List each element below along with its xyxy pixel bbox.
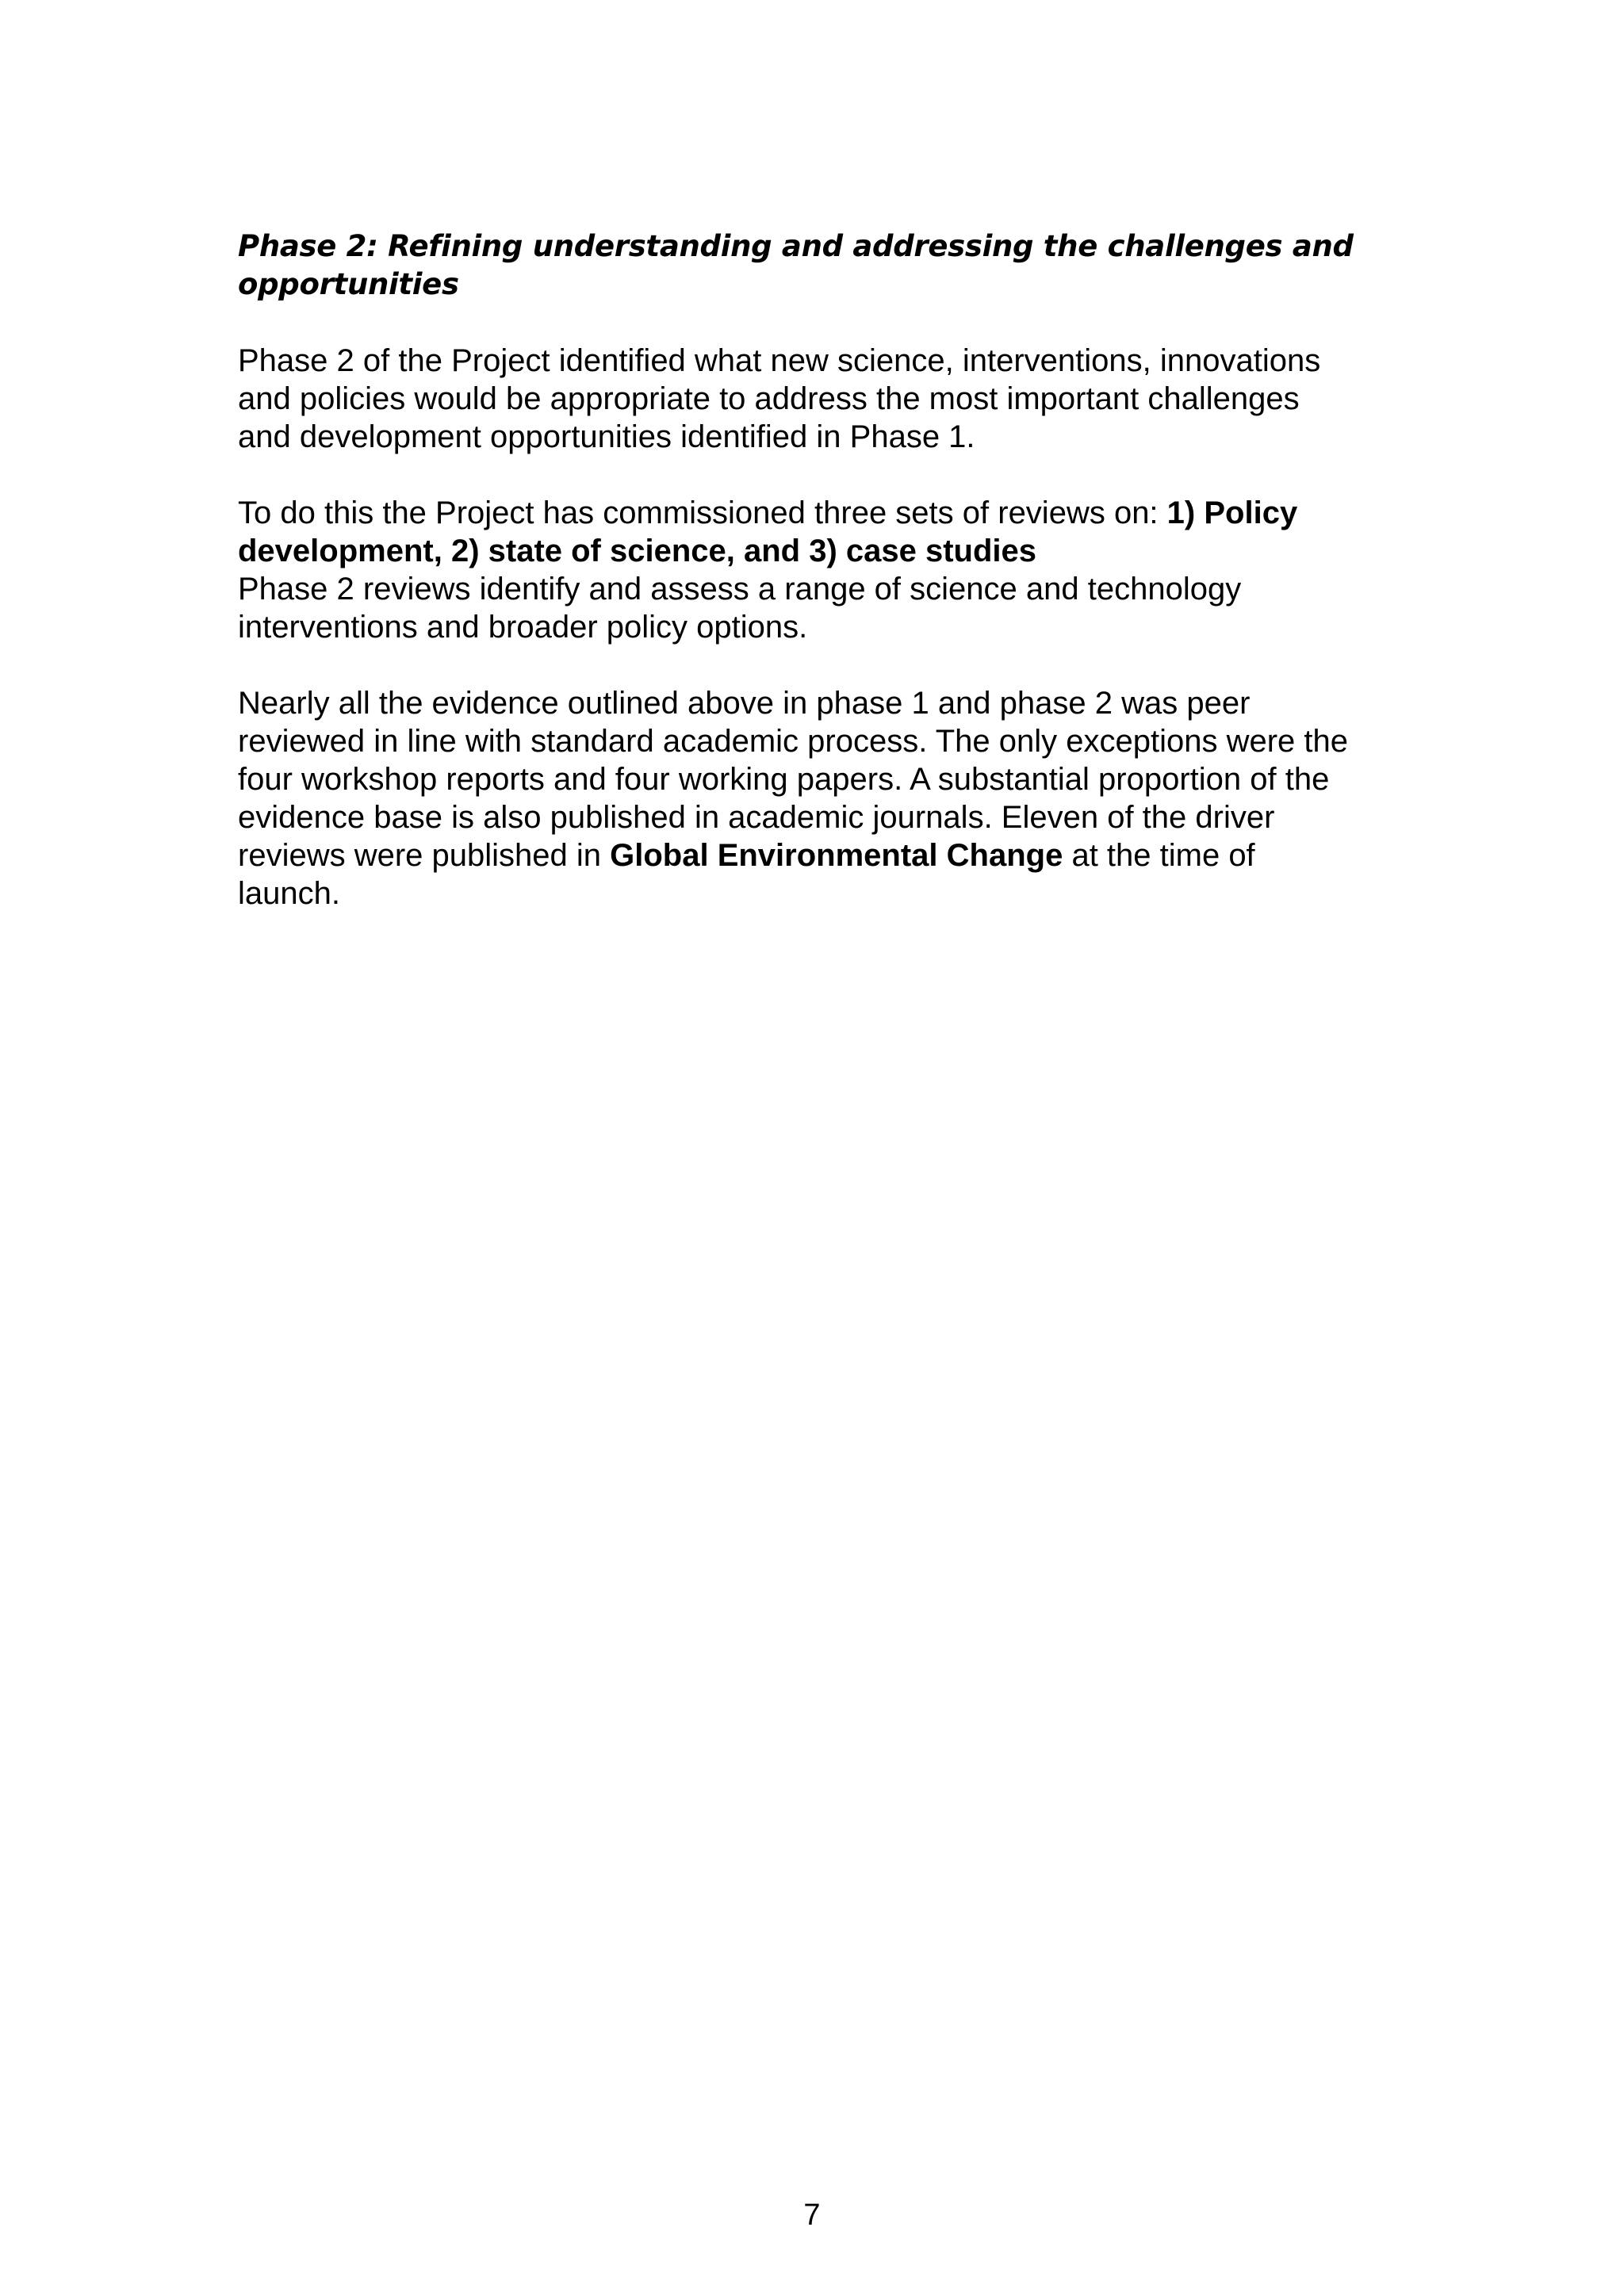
section-heading — [238, 228, 1411, 304]
paragraph-line — [238, 836, 1411, 874]
bold-text: 1) Policy — [1166, 496, 1298, 530]
paragraph-reviews — [238, 494, 1411, 646]
paragraph-line: interventions and broader policy options. — [238, 610, 808, 645]
paragraph-line: Phase 2 reviews identify and assess a range of science and technology — [238, 572, 1242, 607]
paragraph-text: To do this the Project has commissioned three sets of reviews on: — [238, 496, 1167, 530]
paragraph-text: at the time of — [1063, 838, 1255, 873]
paragraph-line: and development opportunities identified in Phase 1. — [238, 419, 975, 454]
section-heading-line: opportunities — [238, 267, 459, 301]
paragraph-line: and policies would be appropriate to address the most important challenges — [238, 381, 1300, 416]
bold-text: development, 2) state of science, and 3) case studies — [238, 534, 1037, 568]
section-heading-line: Phase 2: Refining understanding and addressing the challenges and — [238, 229, 1354, 263]
paragraph-peer-review — [238, 684, 1411, 913]
journal-title: Global Environmental Change — [610, 838, 1063, 873]
paragraph-line: four workshop reports and four working papers. A substantial proportion of the — [238, 762, 1330, 797]
paragraph-line: Nearly all the evidence outlined above in phase 1 and phase 2 was peer — [238, 686, 1251, 721]
paragraph-text: reviews were published in — [238, 838, 611, 873]
paragraph-phase2-intro — [238, 342, 1411, 456]
page-content — [238, 228, 1411, 951]
page-number: 7 — [803, 2198, 821, 2232]
paragraph-line: evidence base is also published in academic journals. Eleven of the driver — [238, 800, 1275, 835]
paragraph-line: launch. — [238, 876, 340, 911]
paragraph-line: Phase 2 of the Project identified what new science, interventions, innovations — [238, 343, 1321, 378]
paragraph-line: reviewed in line with standard academic process. The only exceptions were the — [238, 724, 1348, 759]
paragraph-line — [238, 494, 1411, 532]
